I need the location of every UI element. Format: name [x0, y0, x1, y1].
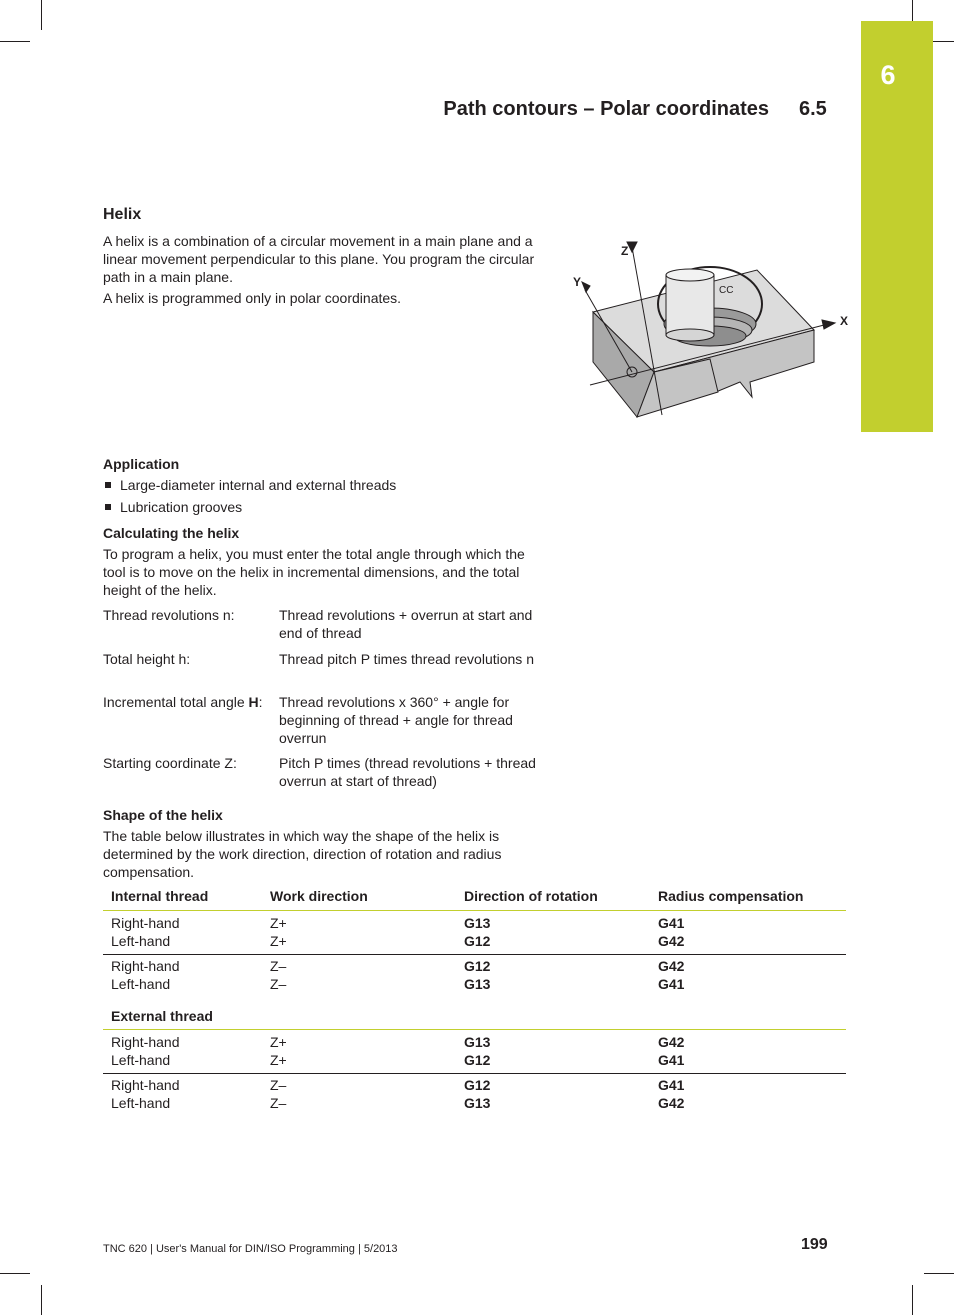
table-rule: [103, 1073, 846, 1074]
helix-intro: A helix is a combination of a circular movement in a main plane and a linear movement perpendicular to this plane. You program the circular path in a main plane.: [103, 233, 535, 285]
helix-heading: Helix: [103, 206, 142, 223]
definition-term: [103, 693, 263, 711]
shape-heading: Shape of the helix: [103, 807, 223, 823]
definition-term: Starting coordinate Z:: [103, 755, 237, 771]
table-cell: Right-hand Left-hand: [111, 1077, 180, 1111]
cc-label: CC: [719, 285, 734, 296]
table-cell: G41 G42: [658, 915, 685, 949]
table-rule-accent: [103, 1029, 846, 1030]
table-header: Direction of rotation: [464, 888, 598, 904]
list-item: [103, 476, 396, 494]
table-subheader: External thread: [111, 1008, 213, 1024]
table-cell: Right-hand Left-hand: [111, 915, 180, 949]
axis-y-label: Y: [573, 275, 582, 289]
crop-mark: [41, 0, 42, 30]
footer-text: TNC 620 | User's Manual for DIN/ISO Programming | 5/2013: [103, 1243, 398, 1255]
definition-term: Thread revolutions n:: [103, 607, 235, 623]
table-cell: G42 G41: [658, 958, 685, 992]
application-heading: Application: [103, 456, 180, 472]
table-cell: Z+ Z+: [270, 915, 287, 949]
list-item-text: Lubrication grooves: [120, 499, 243, 515]
helix-note: A helix is programmed only in polar coordinates.: [103, 290, 402, 306]
crop-mark: [924, 1273, 954, 1274]
chapter-number: 6: [880, 60, 896, 90]
axis-x-label: X: [840, 314, 849, 328]
table-cell: Right-hand Left-hand: [111, 958, 180, 992]
table-rule-accent: [103, 910, 846, 911]
table-cell: G12 G13: [464, 1077, 491, 1111]
crop-mark: [912, 1285, 913, 1315]
table-rule: [103, 954, 846, 955]
crop-mark: [0, 41, 30, 42]
table-cell: Z+ Z+: [270, 1034, 287, 1068]
list-item-text: Large-diameter internal and external threads: [120, 477, 397, 493]
tool-cylinder: [666, 275, 714, 335]
definition-term-suffix: :: [258, 694, 263, 710]
section-title: Path contours – Polar coordinates: [443, 98, 769, 120]
calculating-heading: Calculating the helix: [103, 525, 240, 541]
definition-term-prefix: Incremental total angle: [103, 694, 249, 710]
table-header: Work direction: [270, 888, 368, 904]
list-item: [103, 498, 242, 516]
shape-intro: The table below illustrates in which way the shape of the helix is determined by the work direction, direction of rotation and radius compensation.: [103, 828, 502, 880]
bullet-icon: [105, 482, 111, 488]
definition-text: Thread revolutions x 360° + angle for beginning of thread + angle for thread overrun: [279, 694, 513, 746]
calculating-intro: To program a helix, you must enter the total angle through which the tool is to move on the helix in incremental dimensions, and the total height of the helix.: [103, 546, 525, 598]
table-header: Internal thread: [111, 888, 209, 904]
table-cell: G13 G12: [464, 915, 491, 949]
table-cell: G41 G42: [658, 1077, 685, 1111]
definition-text: Pitch P times (thread revolutions + thread overrun at start of thread): [279, 755, 536, 789]
bullet-icon: [105, 504, 111, 510]
table-cell: G12 G13: [464, 958, 491, 992]
definition-text: Thread revolutions + overrun at start and end of thread: [279, 607, 533, 641]
table-cell: G13 G12: [464, 1034, 491, 1068]
definition-term-bold: H: [248, 694, 259, 710]
table-cell: Right-hand Left-hand: [111, 1034, 180, 1068]
table-cell: G42 G41: [658, 1034, 685, 1068]
helix-figure: [560, 232, 860, 427]
table-header: Radius compensation: [658, 888, 804, 904]
page-number: 199: [801, 1236, 828, 1253]
crop-mark: [41, 1285, 42, 1315]
definition-text: Thread pitch P times thread revolutions n: [279, 651, 534, 667]
definition-term: Total height h:: [103, 651, 191, 667]
table-cell: Z– Z–: [270, 958, 287, 992]
crop-mark: [0, 1273, 30, 1274]
table-cell: Z– Z–: [270, 1077, 287, 1111]
section-number: 6.5: [799, 98, 827, 120]
axis-z-label: Z: [621, 244, 629, 258]
